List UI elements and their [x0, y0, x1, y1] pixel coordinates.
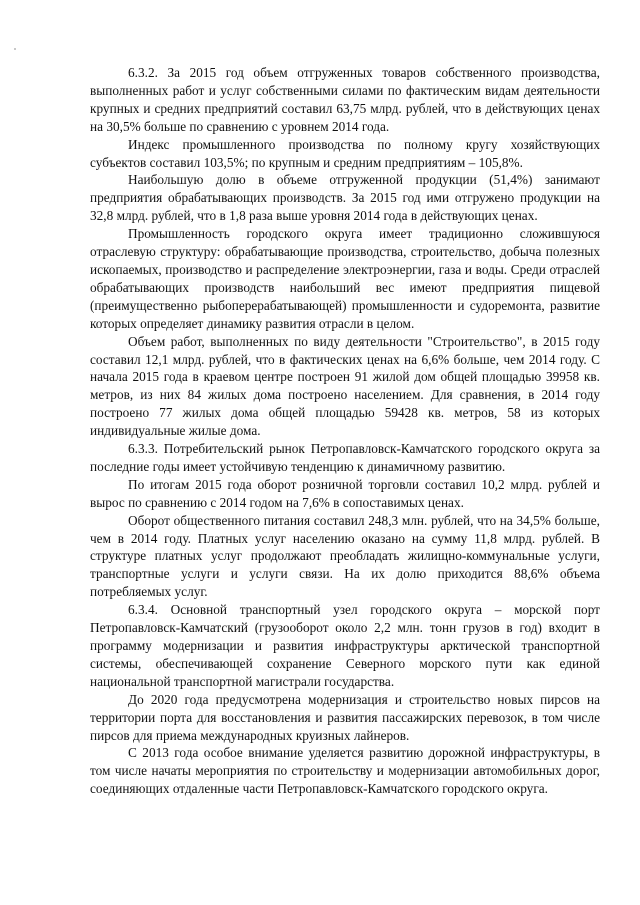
paragraph-industrial-index: Индекс промышленного производства по полному кругу хозяйствующих субъектов составил 103,5%; по крупным и средним предприятиям – 105,8%. — [90, 136, 600, 170]
paragraph-port-modernization: До 2020 года предусмотрена модернизация и строительство новых пирсов на территории порта для восстановления и развития пассажирских перевозок, в том числе пирсов для приема международных круизных лайнеров. — [90, 691, 600, 743]
scan-speck — [14, 48, 16, 50]
paragraph-retail-turnover: По итогам 2015 года оборот розничной торговли составил 10,2 млрд. рублей и вырос по сравнению с 2014 годом на 7,6% в сопоставимых ценах. — [90, 476, 600, 510]
document-body — [90, 64, 600, 798]
paragraph-industry-structure: Промышленность городского округа имеет традиционно сложившуюся отраслевую структуру: обрабатывающие производства, строительство, добыча полезных ископаемых, производство и распределение электроэнергии, газа и воды. Среди отраслей обрабатывающих производств наибольший вес имеют предприятия пищевой (преимущественно рыбоперерабатывающей) промышленности и судоремонта, развитие которых определяет динамику развития отрасли в целом. — [90, 226, 600, 331]
paragraph-6-3-3: 6.3.3. Потребительский рынок Петропавловск-Камчатского городского округа за последние годы имеет устойчивую тенденцию к динамичному развитию. — [90, 441, 600, 474]
paragraph-catering-services: Оборот общественного питания составил 248,3 млн. рублей, что на 34,5% больше, чем в 2014 году. Платных услуг населению оказано на сумму 11,8 млрд. рублей. В структуре платных услуг продолжают преобладать жилищно-коммунальные услуги, транспортные услуги и услуги связи. На их долю приходится 88,6% объема потребляемых услуг. — [90, 512, 600, 600]
paragraph-manufacturing-share: Наибольшую долю в объеме отгруженной продукции (51,4%) занимают предприятия обрабатывающих производств. За 2015 год ими отгружено продукции на 32,8 млрд. рублей, что в 1,8 раза выше уровня 2014 года в действующих ценах. — [90, 172, 600, 224]
paragraph-6-3-2: 6.3.2. За 2015 год объем отгруженных товаров собственного производства, выполненных работ и услуг собственными силами по фактическим видам деятельности крупных и средних предприятий составил 63,75 млрд. рублей, что в действующих ценах на 30,5% больше по сравнению с уровнем 2014 года. — [90, 65, 600, 134]
paragraph-road-infrastructure: С 2013 года особое внимание уделяется развитию дорожной инфраструктуры, в том числе начаты мероприятия по строительству и модернизации автомобильных дорог, соединяющих отдаленные части Петропавловск-Камчатского городского округа. — [90, 745, 600, 797]
paragraph-6-3-4: 6.3.4. Основной транспортный узел городского округа – морской порт Петропавловск-Камчатский (грузооборот около 2,2 млн. тонн грузов в год) входит в программу модернизации и развития инфраструктуры арктической транспортной системы, обеспечивающей сохранение Северного морского пути как единой национальной транспортной магистрали государства. — [90, 602, 600, 689]
paragraph-construction: Объем работ, выполненных по виду деятельности "Строительство", в 2015 году составил 12,1 млрд. рублей, что в фактических ценах на 6,6% больше, чем 2014 году. С начала 2015 года в краевом центре построен 91 жилой дом общей площадью 39958 кв. метров, из них 84 жилых дома построено населением. Для сравнения, в 2014 году построено 77 жилых дома общей площадью 59428 кв. метров, 58 из которых индивидуальные жилые дома. — [90, 333, 600, 439]
